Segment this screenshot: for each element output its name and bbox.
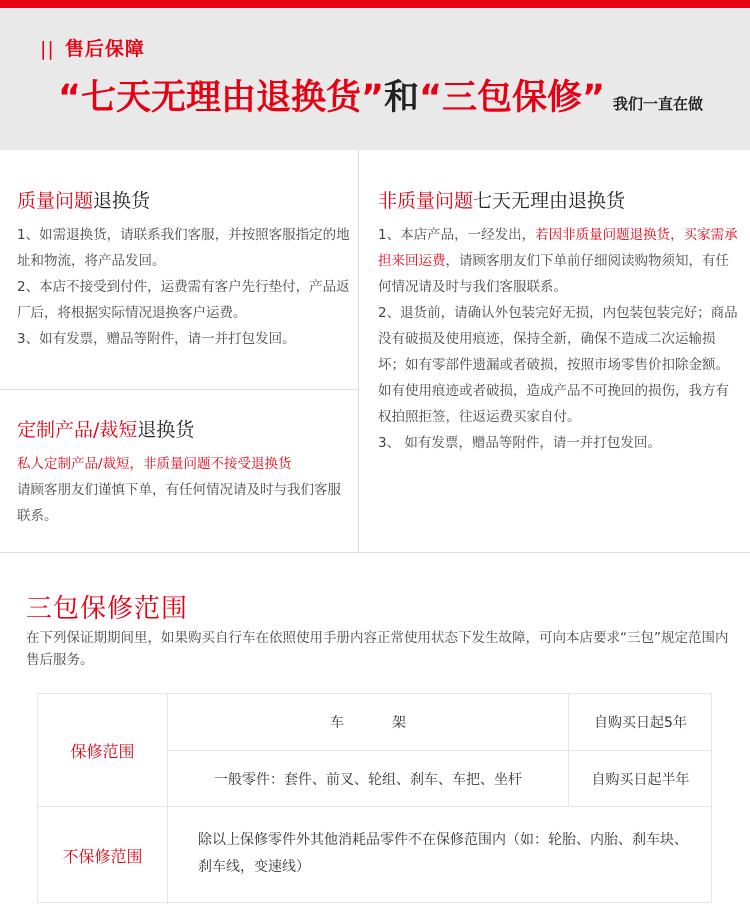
parts-cell: 一般零件：套件、前叉、轮组、刹车、车把、坐杆 bbox=[214, 771, 522, 788]
not-covered-label: 不保修范围 bbox=[62, 846, 143, 866]
warranty-intro: 在下列保证期期间里，如果购买自行车在依照使用手册内容正常使用状态下发生故障，可向本店要求“三包”规定范围内售后服务。 bbox=[26, 630, 729, 668]
policy-vertical-divider bbox=[358, 150, 359, 552]
header-banner bbox=[0, 8, 750, 150]
quality-issue-line-1: 1、如需退换货，请联系我们客服，并按照客服指定的地址和物流，将产品发回。 bbox=[17, 227, 350, 269]
custom-product-title: 定制产品/裁短退换货 bbox=[17, 419, 195, 441]
parts-period: 自购买日起半年 bbox=[591, 771, 690, 788]
non-quality-issue-line-2: 2、退货前，请确认外包装完好无损，内包装包装完好；商品没有破损及使用痕迹，保持全新，确保不造成二次运输损坏；如有零部件遗漏或者破损，按照市场零售价扣除金额。如有使用痕迹或者破损，造成产品不可挽回的损伤，我方有权拍照拒签，往返运费买家自付。 bbox=[378, 305, 738, 425]
section-label-text: 售后保障 bbox=[64, 38, 145, 60]
slogan-and: 和 bbox=[384, 78, 420, 118]
not-covered-text: 除以上保修零件外其他消耗品零件不在保修范围内（如：轮胎、内胎、刹车块、刹车线，变速线） bbox=[198, 832, 688, 875]
section-label bbox=[40, 34, 145, 61]
quality-issue-line-2: 2、本店不接受到付件，运费需有客户先行垫付，产品返厂后，将根据实际情况退换客户运费。 bbox=[17, 279, 350, 321]
warranty-title: 三包保修范围 bbox=[26, 594, 189, 624]
slogan-suffix: 我们一直在做 bbox=[613, 95, 704, 113]
custom-product-notice: 私人定制产品/裁短，非质量问题不接受退换货 请顾客朋友们谨慎下单，有任何情况请及时与我们客服联系。 bbox=[17, 456, 341, 524]
covered-label: 保修范围 bbox=[70, 741, 135, 761]
section-marker: || bbox=[40, 38, 55, 60]
frame-char-1: 车 bbox=[330, 715, 344, 731]
policy-bottom-divider bbox=[0, 552, 750, 553]
slogan bbox=[58, 70, 703, 120]
non-quality-issue-line-1: 1、本店产品，一经发出，若因非质量问题退换货，买家需承担来回运费，请顾客朋友们下单前仔细阅读购物须知，有任何情况请及时与我们客服联系。 bbox=[378, 227, 738, 295]
non-quality-issue-block bbox=[378, 188, 738, 456]
non-quality-issue-title: 非质量问题七天无理由退换货 bbox=[378, 190, 626, 212]
top-accent-bar bbox=[0, 0, 750, 8]
quality-issue-title: 质量问题退换货 bbox=[17, 190, 151, 212]
frame-char-2: 架 bbox=[392, 715, 406, 731]
slogan-seven-day: “七天无理由退换货” bbox=[58, 78, 385, 118]
policy-left-divider bbox=[0, 389, 358, 390]
frame-period: 自购买日起5年 bbox=[594, 715, 687, 731]
frame-cell bbox=[168, 694, 568, 750]
custom-product-block bbox=[17, 417, 353, 529]
quality-issue-block bbox=[17, 188, 353, 352]
quality-issue-line-3: 3、如有发票，赠品等附件，请一并打包发回。 bbox=[17, 331, 296, 347]
warranty-table bbox=[37, 693, 712, 903]
slogan-warranty: “三包保修” bbox=[419, 78, 606, 118]
non-quality-issue-line-3: 3、 如有发票，赠品等附件，请一并打包发回。 bbox=[378, 435, 661, 451]
